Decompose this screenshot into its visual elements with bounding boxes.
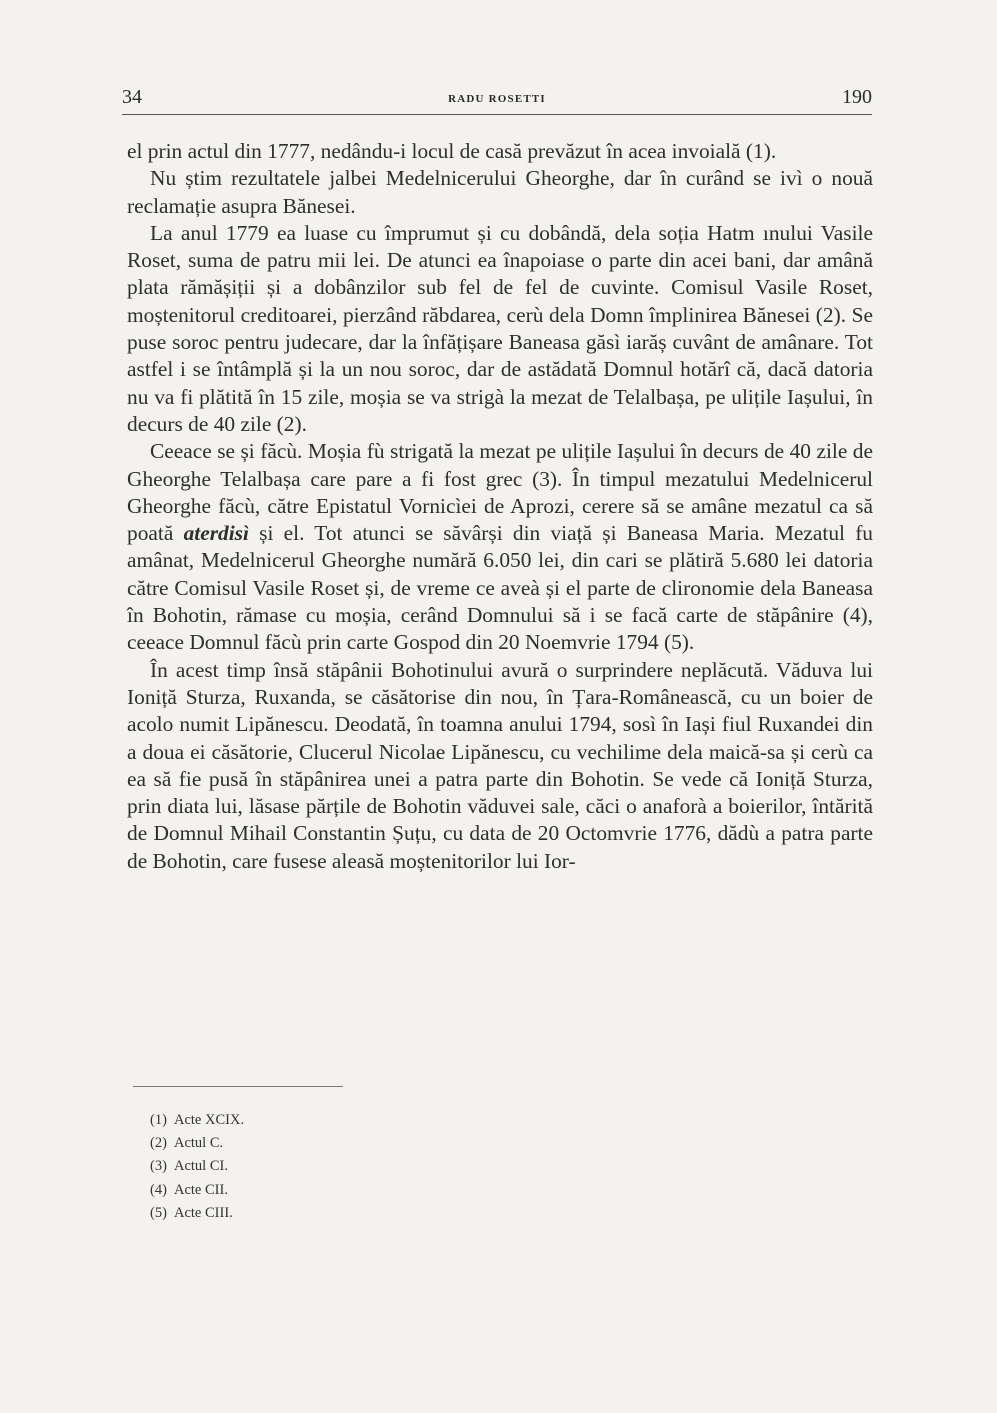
footnote-mark: (3) <box>150 1158 167 1175</box>
footnote <box>150 1132 244 1155</box>
paragraph <box>127 220 873 438</box>
footnote <box>150 1179 244 1202</box>
page-number-right: 190 <box>842 86 872 108</box>
page-number-left: 34 <box>122 86 142 108</box>
paragraph <box>127 438 873 656</box>
paragraph-text: Nu știm rezultatele jalbei Medelnicerului Gheorghe, dar în curând se ivì o nouă reclamație asupra Bănesei. <box>127 166 873 218</box>
running-title: RADU ROSETTI <box>448 93 546 105</box>
paragraph-text: el prin actul din 1777, nedându-i locul de casă prevăzut în acea invoială (1). <box>127 139 777 163</box>
footnote-mark: (5) <box>150 1204 167 1221</box>
footnote-text: Actul CI. <box>174 1158 228 1175</box>
footnote-rule <box>133 1086 343 1087</box>
emphasized-word: aterdisì <box>183 521 249 546</box>
footnotes <box>150 1109 244 1225</box>
paragraph-text: În acest timp însă stăpânii Bohotinului avură o surprindere neplăcută. Văduva lui Ioniță Sturza, Ruxanda, se căsătorise din nou, în Țara-Românească, cu un boier de acolo numit Lipănescu. Deodată, în toamna anului 1794, sosì în Iași fiul Ruxandei din a doua ei căsătorie, Clucerul Nicolae Lipănescu, cu vechilime dela maică-sa și cerù ca ea să fie pusă în stăpânirea unei a patra parte din Bohotin. Se vede că Ioniță Sturza, prin diata lui, lăsase părțile de Bohotin văduvei sale, căci o anaforà a boierilor, întărită de Domnul Mihail Constantin Șuțu, cu data de 20 Octomvrie 1776, dădù a patra parte de Bohotin, care fusese aleasă moștenitorilor lui Ior- <box>127 657 873 873</box>
header-rule <box>122 114 872 115</box>
footnote <box>150 1155 244 1178</box>
paragraph-text: La anul 1779 ea luase cu împrumut și cu dobândă, dela soția Hatm ınului Vasile Roset, suma de patru mii lei. De atunci ea înapoiase o parte din acei bani, dar amână plata rămășiții și a dobânzilor sub fel de fel de cuvinte. Comisul Vasile Roset, moștenitorul creditoarei, pierzând răbdarea, cerù dela Domn împlinirea Bănesei (2). Se puse soroc pentru judecare, dar la înfățișare Baneasa găsì iarăș cuvânt de amânare. Tot astfel i se întâmplă și la un nou soroc, dar de astădată Domnul hotărî că, dacă datoria nu va fi plătită în 15 zile, moșia se va strigà la mezat de Telalbașa, pe ulițile Iașului, în decurs de 40 zile (2). <box>127 220 873 436</box>
footnote-mark: (4) <box>150 1181 167 1198</box>
paragraph-text: și el. Tot atunci se săvârși din viață și Baneasa Maria. Mezatul fu amânat, Medelnicerul Gheorghe numără 6.050 lei, din cari se plătiră 5.680 lei datoria către Comisul Vasile Roset și, de vreme ce aveà și el parte de clironomie dela Baneasa în Bohotin, rămase cu moșia, cerând Domnului să i se facă carte de stăpânire (4), ceeace Domnul făcù prin carte Gospod din 20 Noemvrie 1794 (5). <box>127 521 874 655</box>
body-text <box>127 138 873 875</box>
paragraph <box>127 138 873 165</box>
footnote-text: Actul C. <box>174 1135 224 1152</box>
footnote <box>150 1202 244 1225</box>
paragraph <box>127 165 873 220</box>
footnote <box>150 1109 244 1132</box>
paragraph-text: Ceeace se și făcù. Moșia fù strigată la mezat pe ulițile Iașului în decurs de 40 zile de Gheorghe Telalbașa care pare a fi fost grec (3). În timpul mezatului Medelnicerul Gheorghe făcù, către Epistatul Vornicìei de Aprozi, cerere să se amâne mezatul ca să poată <box>127 439 873 546</box>
footnote-mark: (1) <box>150 1112 167 1128</box>
paragraph <box>127 657 873 875</box>
footnote-text: Acte CII. <box>174 1181 228 1198</box>
running-head <box>122 86 872 116</box>
footnote-text: Acte CIII. <box>174 1204 233 1221</box>
footnote-mark: (2) <box>150 1135 167 1152</box>
footnote-text: Acte XCIX. <box>174 1112 245 1128</box>
